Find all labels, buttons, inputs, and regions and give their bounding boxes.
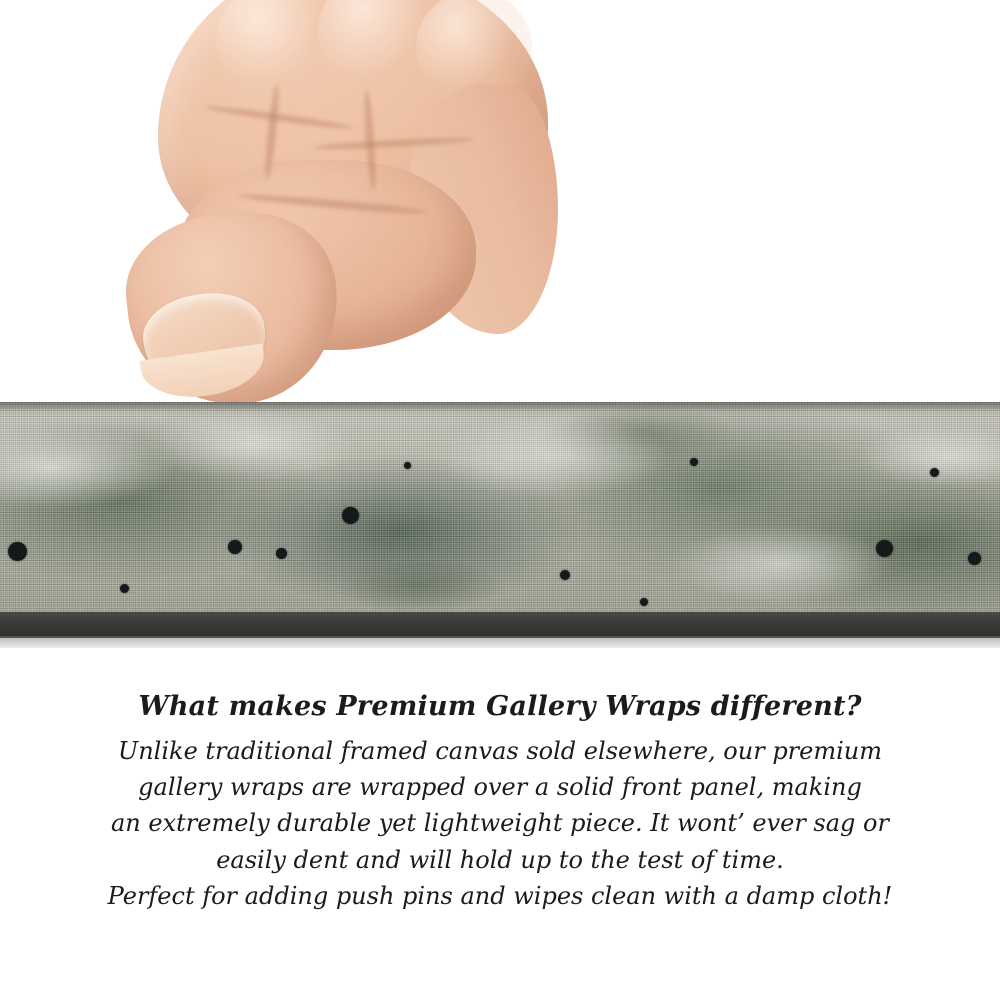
wrap-depth-edge <box>0 612 1000 638</box>
canvas-weave-texture <box>0 402 1000 618</box>
caption-title: What makes Premium Gallery Wraps different? <box>138 691 862 722</box>
canvas-speck <box>404 462 411 469</box>
canvas-speck <box>968 552 981 565</box>
canvas-speck <box>276 548 287 559</box>
caption-line: easily dent and will hold up to the test of time. <box>216 845 784 874</box>
wrap-drop-shadow <box>0 636 1000 648</box>
canvas-speck <box>342 507 359 524</box>
canvas-speck <box>876 540 893 557</box>
hand-photo <box>118 0 548 434</box>
canvas-speck <box>930 468 939 477</box>
caption-line: Unlike traditional framed canvas sold elsewhere, our premium <box>117 736 882 765</box>
caption-line: gallery wraps are wrapped over a solid front panel, making <box>138 773 862 802</box>
canvas-speck <box>560 570 570 580</box>
canvas-speck <box>640 598 648 606</box>
caption-block <box>0 690 1000 915</box>
strip-top-shadow <box>0 402 1000 412</box>
canvas-speck <box>120 584 129 593</box>
caption-line: Perfect for adding push pins and wipes clean with a damp cloth! <box>107 882 893 911</box>
caption-body <box>0 733 1000 915</box>
canvas-speck <box>8 542 27 561</box>
canvas-speck <box>690 458 698 466</box>
canvas-wrap-edge-strip <box>0 402 1000 618</box>
caption-line: an extremely durable yet lightweight piece. It wont’ ever sag or <box>111 809 889 838</box>
canvas-speck <box>228 540 242 554</box>
